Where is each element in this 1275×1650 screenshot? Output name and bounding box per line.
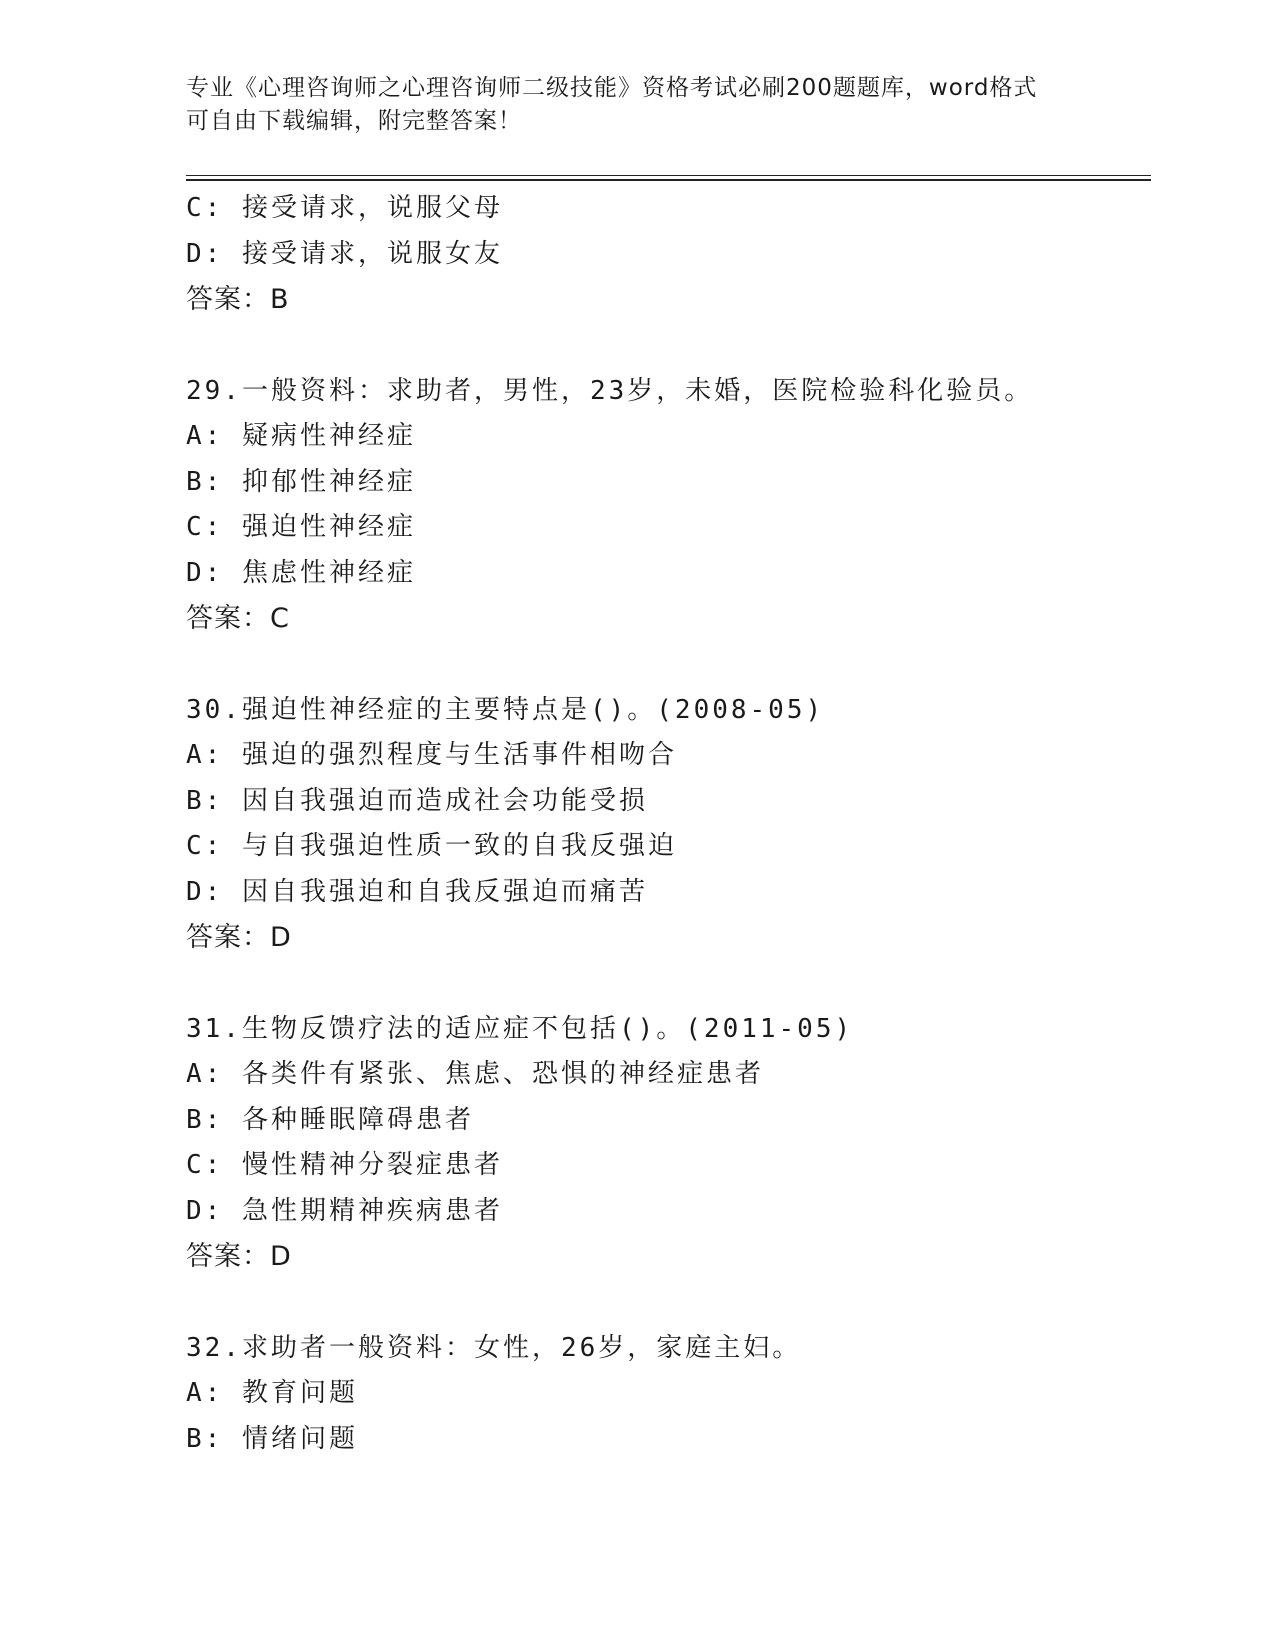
answer: 答案：B bbox=[186, 284, 290, 315]
option-a: A: 疑病性神经症 bbox=[186, 421, 416, 451]
question-stem: 32.求助者一般资料：女性，26岁，家庭主妇。 bbox=[186, 1332, 802, 1363]
option-c: C: 接受请求，说服父母 bbox=[186, 193, 503, 223]
question-stem: 29.一般资料：求助者，男性，23岁，未婚，医院检验科化验员。 bbox=[186, 375, 1034, 406]
question-stem: 30.强迫性神经症的主要特点是()。(2008-05) bbox=[186, 694, 825, 725]
question-28-continued bbox=[186, 186, 1146, 323]
option-d: D: 急性期精神疾病患者 bbox=[186, 1195, 503, 1226]
option-c: C: 与自我强迫性质一致的自我反强迫 bbox=[186, 831, 677, 861]
question-29 bbox=[186, 369, 1146, 642]
question-31 bbox=[186, 1007, 1146, 1280]
header-divider-thin bbox=[186, 175, 1151, 176]
question-list bbox=[186, 186, 1146, 1462]
option-c: C: 强迫性神经症 bbox=[186, 512, 416, 542]
option-d: D: 焦虑性神经症 bbox=[186, 557, 416, 588]
answer: 答案：D bbox=[186, 922, 292, 953]
answer: 答案：C bbox=[186, 603, 290, 634]
header-title-line-2: 可自由下载编辑，附完整答案！ bbox=[186, 108, 522, 134]
question-32 bbox=[186, 1326, 1146, 1463]
option-a: A: 教育问题 bbox=[186, 1378, 358, 1408]
option-b: B: 各种睡眠障碍患者 bbox=[186, 1104, 474, 1135]
header-title-line-1: 专业《心理咨询师之心理咨询师二级技能》资格考试必刷200题题库，word格式 bbox=[186, 75, 1038, 101]
question-30 bbox=[186, 688, 1146, 961]
option-a: A: 强迫的强烈程度与生活事件相吻合 bbox=[186, 740, 677, 770]
option-d: D: 接受请求，说服女友 bbox=[186, 238, 503, 269]
question-stem: 31.生物反馈疗法的适应症不包括()。(2011-05) bbox=[186, 1013, 854, 1044]
answer: 答案：D bbox=[186, 1241, 292, 1272]
header-divider-thick bbox=[186, 179, 1151, 181]
option-a: A: 各类件有紧张、焦虑、恐惧的神经症患者 bbox=[186, 1059, 764, 1089]
option-b: B: 因自我强迫而造成社会功能受损 bbox=[186, 785, 648, 816]
option-d: D: 因自我强迫和自我反强迫而痛苦 bbox=[186, 876, 648, 907]
option-b: B: 抑郁性神经症 bbox=[186, 466, 416, 497]
document-header bbox=[186, 72, 1066, 138]
option-c: C: 慢性精神分裂症患者 bbox=[186, 1150, 503, 1180]
option-b: B: 情绪问题 bbox=[186, 1423, 358, 1454]
